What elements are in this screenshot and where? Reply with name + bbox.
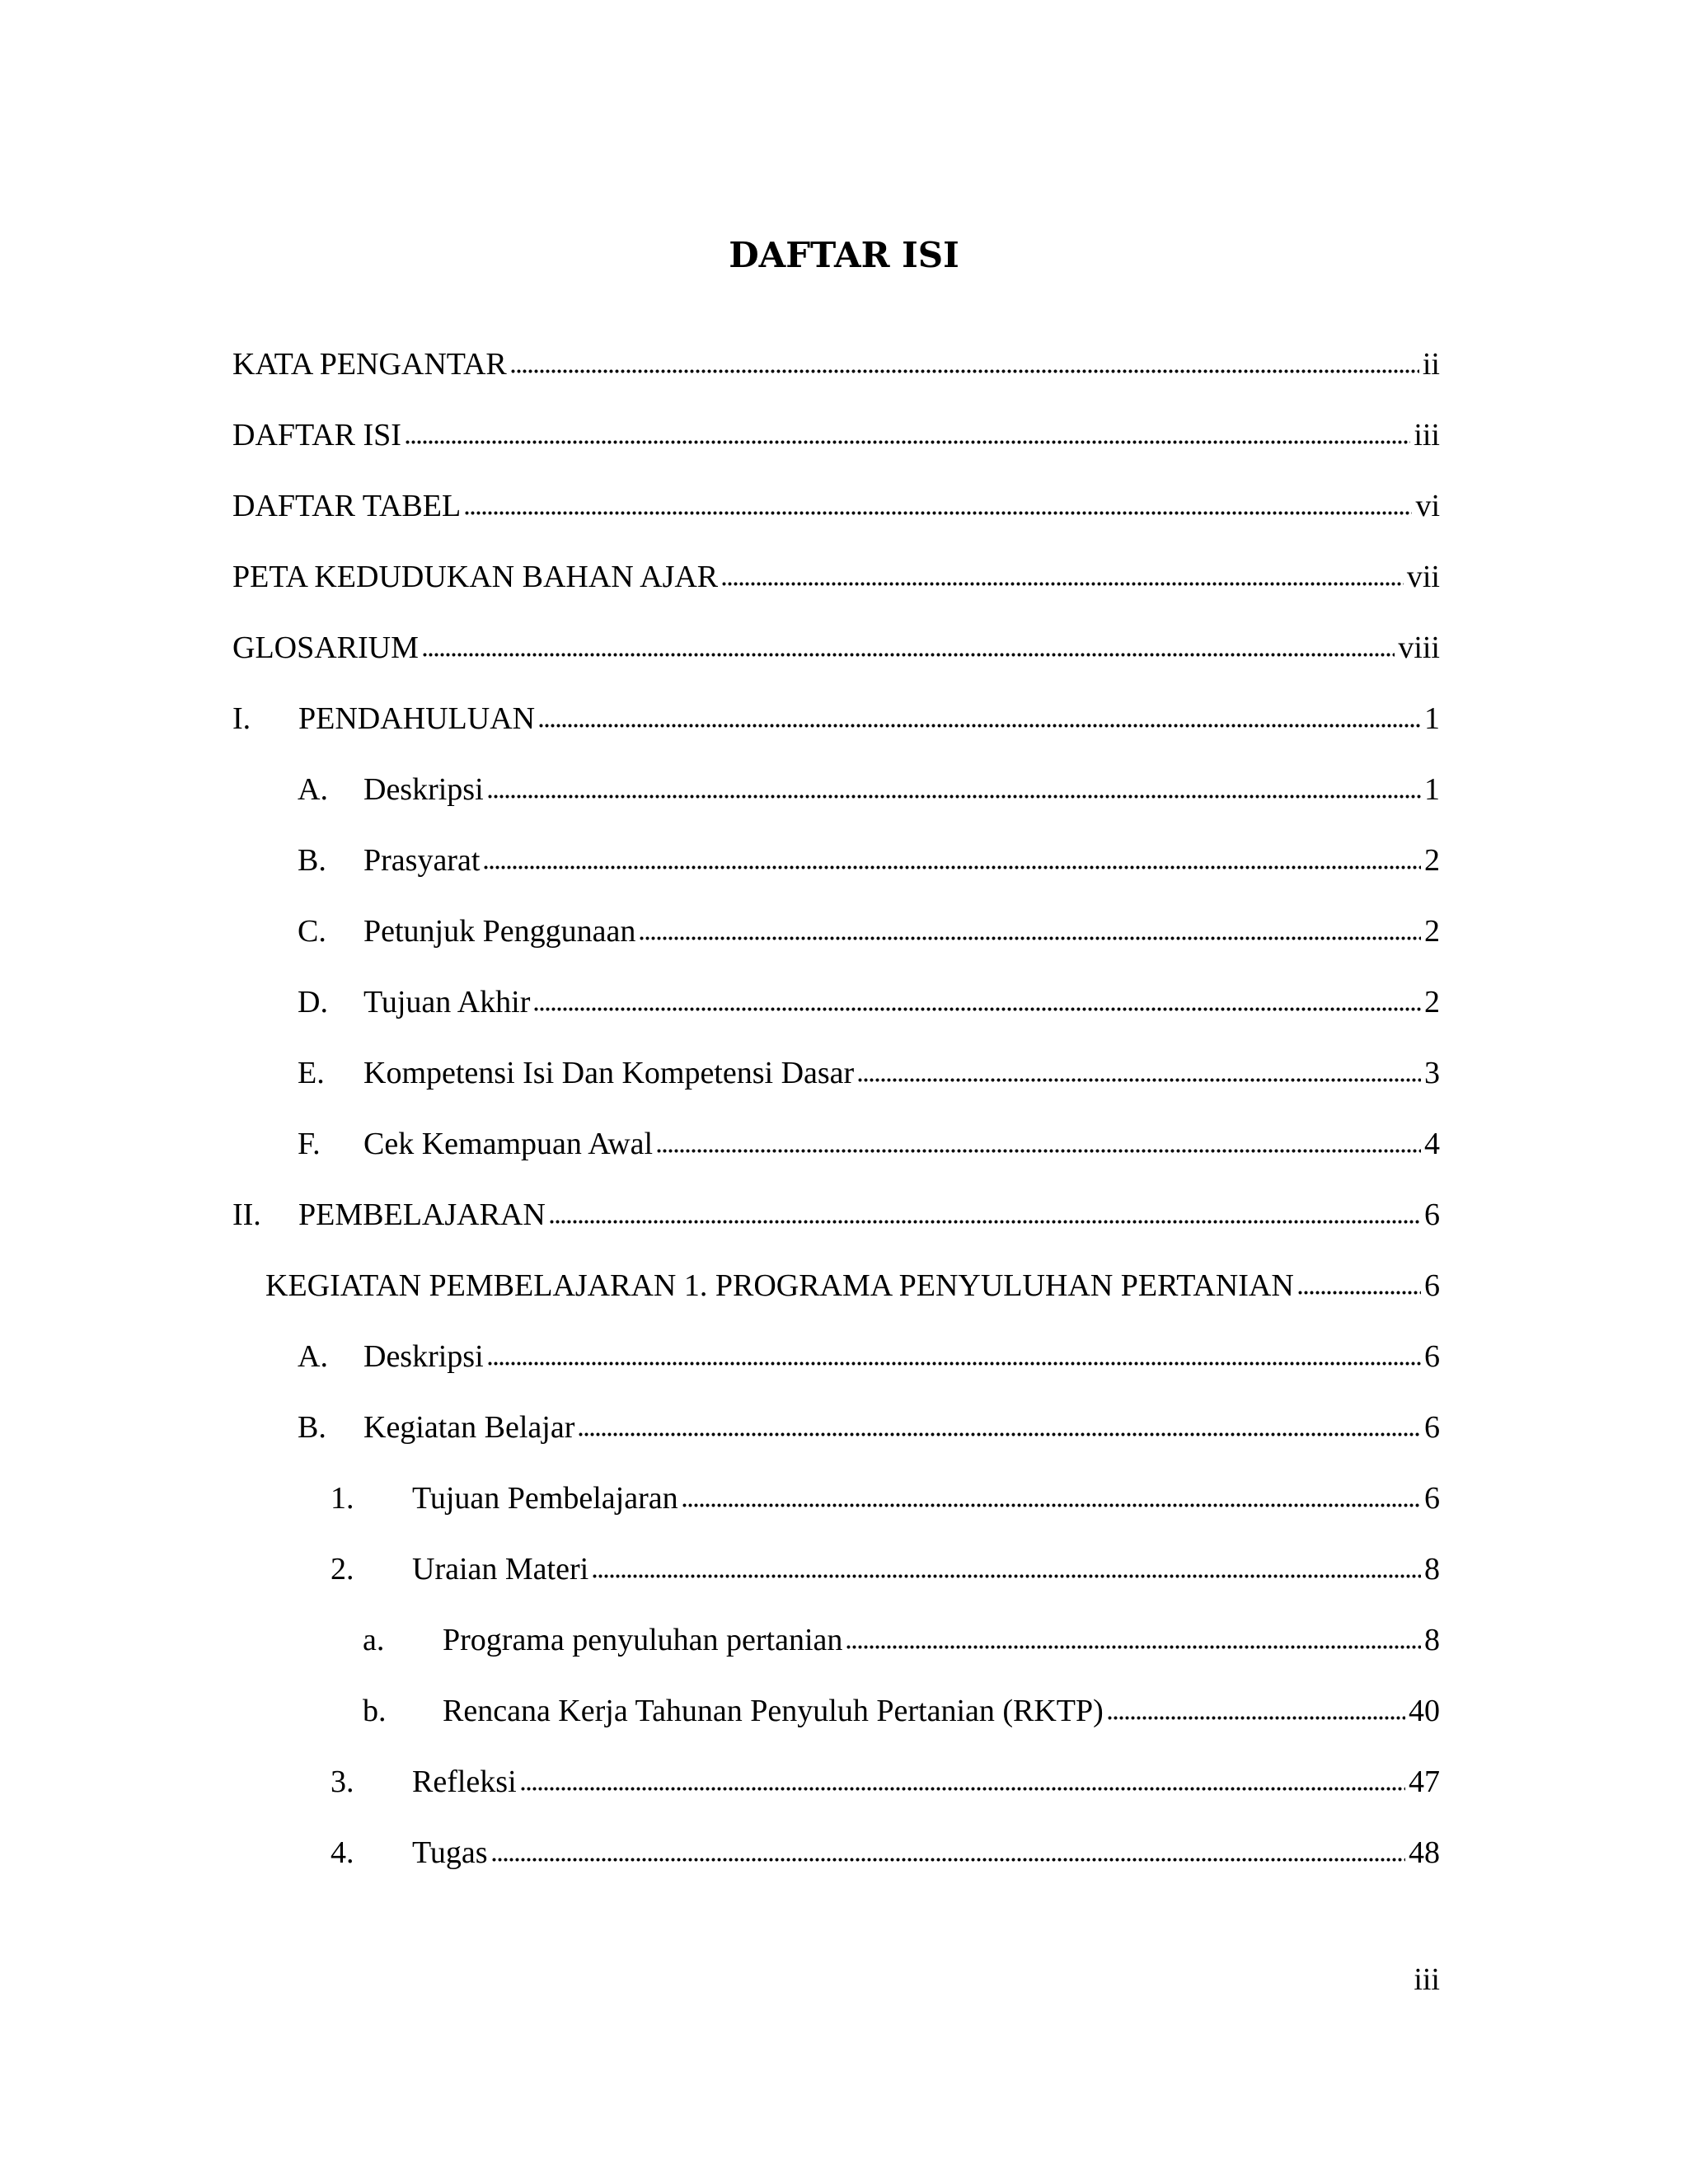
- toc-entry-number: I.: [232, 701, 251, 736]
- toc-entry-label: Tujuan Akhir: [363, 985, 531, 1019]
- toc-entry-page: 8: [1424, 1623, 1440, 1657]
- toc-dot-leader: [578, 1413, 1421, 1437]
- toc-dot-leader: [483, 846, 1421, 870]
- toc-entry-programa-penyuluhan[interactable]: [363, 1622, 1440, 1658]
- toc-entry-label: Deskripsi: [363, 1339, 484, 1374]
- toc-entry-number: 3.: [331, 1765, 354, 1799]
- toc-entry-label: Uraian Materi: [412, 1552, 589, 1586]
- toc-dot-leader: [682, 1483, 1421, 1508]
- toc-entry-kegiatan-belajar[interactable]: [298, 1409, 1440, 1446]
- toc-dot-leader: [487, 1342, 1421, 1366]
- toc-entry-peta-kedudukan[interactable]: [232, 559, 1440, 595]
- toc-entry-page: 47: [1409, 1765, 1440, 1799]
- toc-entry-page: iii: [1414, 418, 1440, 452]
- toc-dot-leader: [422, 633, 1395, 658]
- toc-dot-leader: [464, 491, 1412, 516]
- toc-dot-leader: [846, 1625, 1421, 1650]
- toc-entry-page: 48: [1409, 1835, 1440, 1870]
- toc-entry-label: Cek Kemampuan Awal: [363, 1127, 654, 1161]
- toc-entry-label: DAFTAR TABEL: [232, 489, 462, 523]
- toc-entry-petunjuk-penggunaan[interactable]: [298, 913, 1440, 949]
- toc-dot-leader: [520, 1767, 1405, 1792]
- toc-entry-tujuan-pembelajaran[interactable]: [331, 1480, 1440, 1516]
- page-title: DAFTAR ISI: [729, 235, 959, 275]
- toc-entry-label: PENDAHULUAN: [298, 701, 536, 736]
- toc-entry-deskripsi[interactable]: [298, 771, 1440, 808]
- toc-dot-leader: [656, 1129, 1421, 1154]
- toc-entry-rktp[interactable]: [363, 1693, 1440, 1729]
- toc-entry-pendahuluan[interactable]: [232, 701, 1440, 737]
- toc-entry-page: 3: [1424, 1056, 1440, 1090]
- toc-entry-prasyarat[interactable]: [298, 842, 1440, 879]
- toc-entry-label: Tugas: [412, 1835, 488, 1870]
- toc-entry-number: C.: [298, 914, 326, 949]
- toc-entry-kegiatan-pembelajaran-1[interactable]: [265, 1268, 1440, 1304]
- toc-entry-label: DAFTAR ISI: [232, 418, 401, 452]
- toc-entry-label: GLOSARIUM: [232, 630, 419, 665]
- toc-dot-leader: [592, 1554, 1421, 1579]
- toc-dot-leader: [538, 704, 1421, 729]
- toc-dot-leader: [405, 420, 1410, 445]
- toc-entry-label: Rencana Kerja Tahunan Penyuluh Pertanian (RKTP): [443, 1694, 1104, 1728]
- toc-entry-label: Refleksi: [412, 1765, 517, 1799]
- toc-entry-number: D.: [298, 985, 328, 1019]
- toc-entry-label: KEGIATAN PEMBELAJARAN 1. PROGRAMA PENYULUHAN PERTANIAN: [265, 1268, 1294, 1303]
- toc-dot-leader: [721, 562, 1404, 587]
- toc-entry-page: viii: [1398, 630, 1440, 665]
- toc-entry-tujuan-akhir[interactable]: [298, 984, 1440, 1020]
- toc-entry-page: 2: [1424, 985, 1440, 1019]
- toc-entry-refleksi[interactable]: [331, 1764, 1440, 1800]
- toc-entry-tugas[interactable]: [331, 1835, 1440, 1871]
- toc-entry-label: Kegiatan Belajar: [363, 1410, 575, 1445]
- toc-entry-page: 1: [1424, 772, 1440, 807]
- toc-dot-leader: [1107, 1696, 1405, 1721]
- toc-entry-page: 6: [1424, 1268, 1440, 1303]
- toc-dot-leader: [510, 349, 1419, 374]
- toc-entry-number: A.: [298, 772, 328, 807]
- toc-entry-number: a.: [363, 1623, 385, 1657]
- toc-entry-number: B.: [298, 843, 326, 878]
- page-number: iii: [1414, 1962, 1440, 1997]
- toc-entry-number: A.: [298, 1339, 328, 1374]
- toc-entry-daftar-isi[interactable]: [232, 417, 1440, 453]
- toc-entry-number: 1.: [331, 1481, 354, 1516]
- toc-entry-daftar-tabel[interactable]: [232, 488, 1440, 524]
- toc-entry-kata-pengantar[interactable]: [232, 346, 1440, 382]
- toc-entry-number: b.: [363, 1694, 387, 1728]
- toc-entry-page: vi: [1415, 489, 1440, 523]
- toc-entry-page: 6: [1424, 1481, 1440, 1516]
- toc-entry-label: Kompetensi Isi Dan Kompetensi Dasar: [363, 1056, 855, 1090]
- toc-entry-page: 6: [1424, 1339, 1440, 1374]
- toc-entry-page: 2: [1424, 843, 1440, 878]
- toc-entry-kompetensi[interactable]: [298, 1055, 1440, 1091]
- toc-entry-page: 6: [1424, 1197, 1440, 1232]
- toc-entry-label: KATA PENGANTAR: [232, 347, 507, 382]
- toc-entry-label: Programa penyuluhan pertanian: [443, 1623, 843, 1657]
- toc-entry-glosarium[interactable]: [232, 630, 1440, 666]
- toc-entry-page: 8: [1424, 1552, 1440, 1586]
- toc-entry-number: II.: [232, 1197, 261, 1232]
- toc-dot-leader: [549, 1200, 1421, 1225]
- toc-dot-leader: [487, 775, 1421, 799]
- toc-entry-number: 4.: [331, 1835, 354, 1870]
- toc-dot-leader: [857, 1058, 1421, 1083]
- toc-entry-label: Deskripsi: [363, 772, 484, 807]
- toc-entry-page: 1: [1424, 701, 1440, 736]
- toc-entry-page: 4: [1424, 1127, 1440, 1161]
- toc-entry-label: Tujuan Pembelajaran: [412, 1481, 678, 1516]
- toc-entry-number: B.: [298, 1410, 326, 1445]
- toc-entry-number: 2.: [331, 1552, 354, 1586]
- toc-entry-page: 2: [1424, 914, 1440, 949]
- toc-entry-number: F.: [298, 1127, 321, 1161]
- toc-entry-deskripsi-2[interactable]: [298, 1338, 1440, 1375]
- toc-entry-page: 40: [1409, 1694, 1440, 1728]
- toc-entry-cek-kemampuan[interactable]: [298, 1126, 1440, 1162]
- toc-dot-leader: [491, 1838, 1405, 1863]
- toc-entry-label: Prasyarat: [363, 843, 481, 878]
- toc-entry-uraian-materi[interactable]: [331, 1551, 1440, 1587]
- toc-entry-pembelajaran[interactable]: [232, 1197, 1440, 1233]
- toc-dot-leader: [639, 916, 1421, 941]
- toc-entry-page: 6: [1424, 1410, 1440, 1445]
- toc-entry-page: ii: [1422, 347, 1440, 382]
- toc-dot-leader: [533, 987, 1421, 1012]
- toc-entry-label: Petunjuk Penggunaan: [363, 914, 636, 949]
- toc-entry-number: E.: [298, 1056, 325, 1090]
- toc-dot-leader: [1297, 1271, 1421, 1296]
- toc-entry-label: PETA KEDUDUKAN BAHAN AJAR: [232, 560, 719, 594]
- toc-entry-page: vii: [1406, 560, 1440, 594]
- toc-entry-label: PEMBELAJARAN: [298, 1197, 546, 1232]
